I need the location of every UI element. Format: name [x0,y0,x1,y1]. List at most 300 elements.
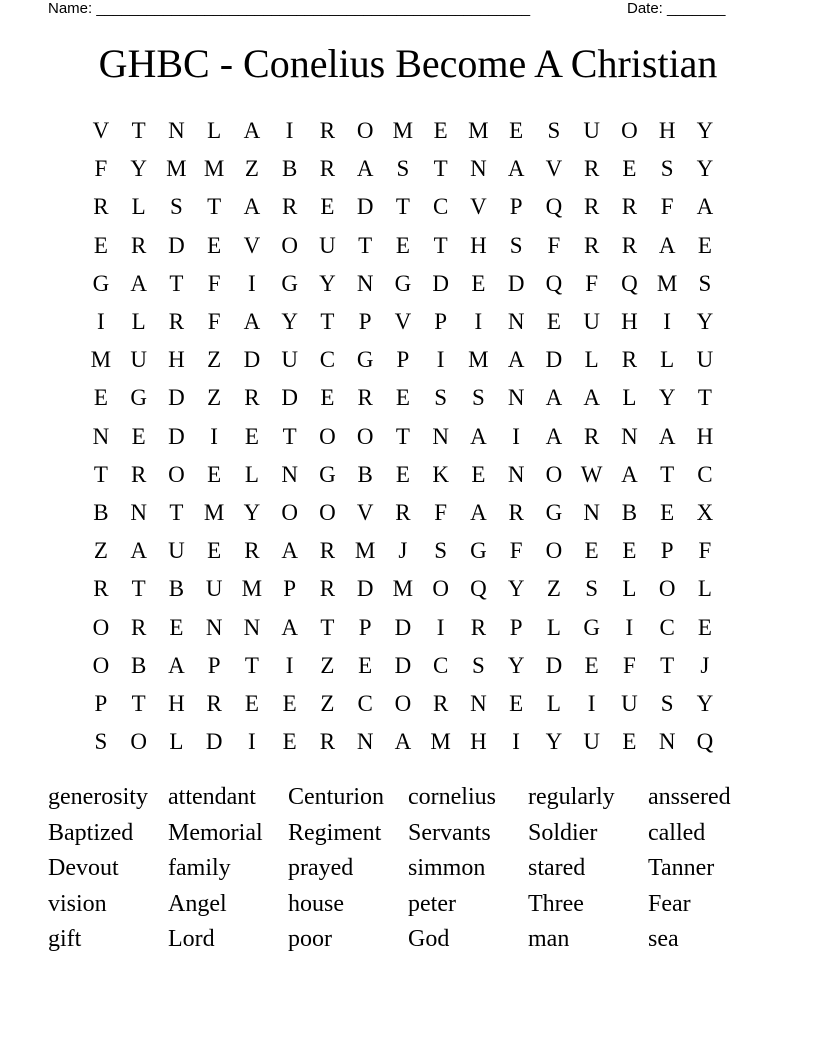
grid-cell: K [432,461,449,487]
grid-cell: E [320,194,335,220]
grid-cell: F [622,652,636,678]
grid-cell: C [357,690,373,716]
grid-cell: C [319,347,336,373]
grid-cell: D [545,652,563,678]
grid-cell: S [434,385,448,411]
grid-cell: R [319,576,336,602]
grid-cell: E [546,309,561,335]
grid-cell: O [394,690,412,716]
grid-cell: E [622,729,637,755]
grid-cell: Z [320,652,335,678]
grid-cell: R [319,118,336,144]
grid-cell: T [320,309,335,335]
word-list-item: Three [528,890,584,917]
grid-cell: C [659,614,675,640]
grid-cell: H [168,347,185,373]
grid-cell: M [203,499,225,525]
grid-cell: Y [130,156,147,182]
grid-cell: E [509,690,524,716]
grid-cell: P [660,538,674,564]
grid-cell: G [281,270,298,296]
grid-cell: D [168,232,185,258]
grid-cell: B [621,499,638,525]
grid-cell: T [320,614,335,640]
grid-cell: T [660,652,675,678]
grid-cell: P [434,309,448,335]
word-list-item: Devout [48,855,119,882]
grid-cell: T [433,156,448,182]
grid-cell: L [584,347,599,373]
grid-cell: A [545,385,563,411]
page-title: GHBC - Conelius Become A Christian [98,41,718,86]
grid-cell: H [621,309,638,335]
grid-cell: P [509,194,523,220]
grid-cell: R [93,576,109,602]
grid-cell: A [243,194,261,220]
grid-cell: U [583,118,600,144]
grid-cell: I [474,309,483,335]
grid-cell: N [168,118,185,144]
grid-cell: E [320,385,335,411]
grid-cell: L [546,614,561,640]
grid-cell: O [356,118,374,144]
grid-cell: E [471,270,486,296]
word-list-item: God [408,926,450,953]
grid-cell: I [436,347,445,373]
grid-cell: F [207,309,221,335]
grid-cell: O [130,729,147,755]
grid-cell: Y [658,385,676,411]
grid-cell: M [430,729,451,755]
grid-cell: Q [621,270,638,296]
grid-cell: N [432,423,449,449]
grid-cell: E [395,232,410,258]
grid-cell: R [244,538,260,564]
grid-cell: S [547,118,561,144]
grid-cell: Z [93,538,108,564]
grid-cell: Y [507,576,525,602]
word-list-item: prayed [288,855,354,882]
grid-cell: C [432,194,449,220]
grid-cell: O [92,614,110,640]
grid-cell: D [507,270,525,296]
word-list-item: Fear [648,890,691,917]
grid-cell: U [168,538,185,564]
grid-cell: Q [545,270,563,296]
grid-cell: F [509,538,523,564]
grid-cell: R [508,499,524,525]
word-list-item: Memorial [168,819,263,846]
word-list-item: family [168,855,231,882]
word-list-item: Soldier [528,819,598,846]
grid-cell: E [509,118,524,144]
grid-cell: D [168,423,185,449]
grid-cell: R [583,156,600,182]
grid-cell: I [625,614,634,640]
letter-grid [82,112,724,761]
grid-cell: A [507,156,525,182]
word-list-item: gift [48,926,82,953]
grid-cell: D [432,270,449,296]
grid-cell: G [545,499,563,525]
word-list-item: Lord [168,926,215,953]
word-list-item: cornelius [408,784,496,811]
grid-cell: S [94,729,108,755]
grid-cell: M [392,576,414,602]
grid-cell: M [468,347,489,373]
grid-cell: V [545,156,563,182]
grid-cell: H [696,423,714,449]
grid-cell: T [131,690,146,716]
grid-cell: E [282,729,297,755]
grid-cell: A [281,538,298,564]
grid-cell: E [282,690,297,716]
grid-cell: S [660,156,674,182]
grid-cell: E [660,499,675,525]
grid-cell: Y [281,309,298,335]
grid-cell: A [356,156,374,182]
grid-cell: Y [319,270,336,296]
word-list-item: Baptized [48,819,134,846]
grid-cell: N [130,499,147,525]
grid-cell: B [357,461,373,487]
word-list-item: Tanner [648,855,715,882]
grid-cell: O [319,499,336,525]
grid-cell: D [243,347,261,373]
grid-cell: O [281,499,298,525]
grid-cell: R [583,194,600,220]
grid-cell: D [281,385,298,411]
word-list-item: anssered [648,784,731,811]
grid-cell: L [207,118,222,144]
grid-cell: H [470,729,487,755]
grid-cell: U [319,232,336,258]
grid-cell: F [585,270,599,296]
word-list [48,780,768,958]
grid-cell: I [248,729,256,755]
grid-cell: C [432,652,449,678]
grid-cell: E [584,538,599,564]
word-list-item: generosity [48,784,148,811]
grid-cell: V [470,194,487,220]
grid-cell: E [433,118,448,144]
grid-cell: E [358,652,373,678]
grid-cell: V [356,499,374,525]
grid-cell: A [243,118,261,144]
grid-cell: A [281,614,298,640]
grid-cell: E [169,614,184,640]
grid-cell: O [356,423,374,449]
grid-cell: V [92,118,110,144]
grid-cell: M [203,156,225,182]
grid-cell: R [130,614,147,640]
grid-cell: E [395,385,410,411]
grid-cell: U [583,729,600,755]
grid-cell: R [130,461,147,487]
grid-cell: Z [207,347,222,373]
grid-cell: T [169,499,184,525]
grid-cell: J [700,652,710,678]
grid-cell: B [281,156,298,182]
grid-cell: I [285,118,294,144]
grid-cell: R [281,194,298,220]
grid-cell: P [358,309,372,335]
grid-cell: Z [546,576,561,602]
grid-cell: F [660,194,674,220]
grid-cell: E [697,614,712,640]
header [48,0,748,20]
grid-cell: P [207,652,221,678]
word-list-item: Servants [408,819,491,846]
grid-cell: N [470,156,487,182]
grid-cell: R [93,194,109,220]
grid-cell: T [282,423,297,449]
grid-cell: N [507,461,525,487]
grid-cell: A [658,423,676,449]
grid-cell: T [697,385,712,411]
grid-cell: L [660,347,675,373]
grid-cell: A [470,423,487,449]
grid-cell: R [583,232,600,258]
grid-cell: C [697,461,713,487]
word-list-item: simmon [408,855,486,882]
grid-cell: Q [696,729,714,755]
grid-cell: G [394,270,412,296]
grid-cell: D [205,729,223,755]
grid-cell: U [696,347,714,373]
grid-cell: D [356,576,374,602]
grid-cell: P [358,614,372,640]
word-list-item: peter [408,890,456,917]
grid-cell: A [130,538,147,564]
grid-cell: D [168,385,185,411]
grid-cell: R [621,232,638,258]
grid-cell: T [244,652,259,678]
grid-cell: T [169,270,184,296]
grid-cell: N [470,690,487,716]
grid-cell: S [471,652,485,678]
grid-cell: O [658,576,676,602]
grid-cell: E [584,652,599,678]
grid-cell: L [546,690,561,716]
grid-cell: P [396,347,410,373]
name-field: Name: ____________________________________________________ [48,0,531,17]
grid-cell: E [622,156,637,182]
grid-cell: G [470,538,487,564]
grid-cell: N [281,461,298,487]
grid-cell: S [698,270,712,296]
grid-cell: E [471,461,486,487]
grid-cell: M [354,538,376,564]
grid-cell: L [622,385,637,411]
grid-cell: Y [507,652,525,678]
grid-cell: N [507,385,525,411]
grid-cell: L [131,194,146,220]
grid-cell: D [545,347,563,373]
grid-cell: R [395,499,411,525]
grid-cell: S [471,385,485,411]
grid-cell: U [281,347,298,373]
word-list-item: attendant [168,784,256,811]
grid-cell: H [658,118,676,144]
grid-cell: M [166,156,187,182]
grid-cell: E [697,232,712,258]
grid-cell: I [248,270,256,296]
grid-cell: R [432,690,449,716]
grid-cell: R [206,690,222,716]
grid-cell: V [243,232,261,258]
grid-cell: Y [696,118,714,144]
word-list-item: poor [288,926,332,953]
grid-cell: X [696,499,714,525]
grid-cell: S [169,194,183,220]
grid-cell: S [396,156,410,182]
grid-cell: E [207,461,222,487]
grid-cell: A [621,461,638,487]
grid-cell: N [356,729,374,755]
grid-cell: T [395,423,410,449]
grid-cell: O [92,652,110,678]
grid-cell: Q [545,194,563,220]
grid-cell: Z [320,690,335,716]
grid-cell: Q [470,576,487,602]
grid-cell: O [281,232,298,258]
grid-cell: O [432,576,449,602]
grid-cell: O [319,423,336,449]
grid-cell: A [394,729,412,755]
grid-cell: B [93,499,109,525]
grid-cell: A [470,499,487,525]
grid-cell: E [93,385,108,411]
grid-cell: N [205,614,223,640]
grid-cell: A [243,309,261,335]
grid-cell: S [509,232,523,258]
grid-cell: L [169,729,184,755]
grid-cell: T [433,232,448,258]
grid-cell: L [131,309,146,335]
grid-cell: P [283,576,297,602]
grid-cell: G [130,385,147,411]
grid-cell: B [168,576,185,602]
word-list-item: Regiment [288,819,382,846]
grid-cell: L [244,461,259,487]
grid-cell: G [319,461,336,487]
grid-cell: A [583,385,600,411]
grid-cell: R [168,309,185,335]
grid-cell: M [656,270,678,296]
grid-cell: T [660,461,675,487]
grid-cell: U [130,347,147,373]
grid-cell: V [394,309,412,335]
grid-cell: O [545,461,563,487]
grid-cell: G [583,614,600,640]
grid-cell: F [94,156,108,182]
grid-cell: Y [545,729,563,755]
grid-cell: F [547,232,561,258]
grid-cell: R [319,729,336,755]
grid-cell: M [392,118,414,144]
grid-cell: P [94,690,108,716]
word-list-item: stared [528,855,586,882]
grid-cell: T [131,576,146,602]
grid-cell: D [356,194,374,220]
grid-cell: I [97,309,105,335]
grid-cell: Y [243,499,261,525]
grid-cell: I [436,614,445,640]
grid-cell: R [621,194,638,220]
grid-cell: I [512,729,520,755]
grid-cell: R [244,385,260,411]
grid-cell: Y [696,690,714,716]
grid-cell: U [205,576,223,602]
grid-cell: N [356,270,374,296]
word-list-item: vision [48,890,107,917]
grid-cell: S [585,576,599,602]
grid-cell: O [168,461,185,487]
grid-cell: M [90,347,112,373]
grid-cell: F [698,538,712,564]
grid-cell: N [583,499,600,525]
grid-cell: G [92,270,110,296]
grid-cell: L [697,576,712,602]
grid-cell: R [470,614,487,640]
grid-cell: Z [244,156,259,182]
word-list-item: Centurion [288,784,384,811]
grid-cell: U [621,690,638,716]
grid-cell: N [621,423,638,449]
grid-cell: O [621,118,638,144]
word-list-item: man [528,926,570,953]
grid-cell: I [285,652,294,678]
word-list-item: called [648,819,706,846]
word-list-item: house [288,890,344,917]
grid-cell: Y [696,309,714,335]
grid-cell: E [244,423,259,449]
grid-cell: I [663,309,671,335]
grid-cell: Z [207,385,222,411]
grid-cell: I [210,423,218,449]
grid-cell: R [319,538,336,564]
grid-cell: P [509,614,523,640]
grid-cell: W [580,461,603,487]
grid-cell: E [395,461,410,487]
date-field: Date: _______ [627,0,726,17]
grid-cell: T [358,232,373,258]
grid-cell: H [470,232,487,258]
grid-cell: A [168,652,185,678]
grid-cell: A [130,270,147,296]
grid-cell: R [130,232,147,258]
grid-cell: S [434,538,448,564]
word-list-item: regularly [528,784,615,811]
grid-cell: F [207,270,221,296]
grid-cell: B [130,652,147,678]
grid-cell: E [207,232,222,258]
grid-cell: N [92,423,110,449]
grid-cell: R [319,156,336,182]
grid-cell: T [93,461,108,487]
word-list-item: sea [648,926,679,953]
grid-cell: G [356,347,374,373]
grid-cell: L [622,576,637,602]
grid-cell: A [658,232,676,258]
grid-cell: D [394,614,412,640]
grid-cell: Y [696,156,714,182]
word-list-item: Angel [168,890,227,917]
grid-cell: A [545,423,563,449]
grid-cell: I [512,423,520,449]
grid-cell: T [131,118,146,144]
